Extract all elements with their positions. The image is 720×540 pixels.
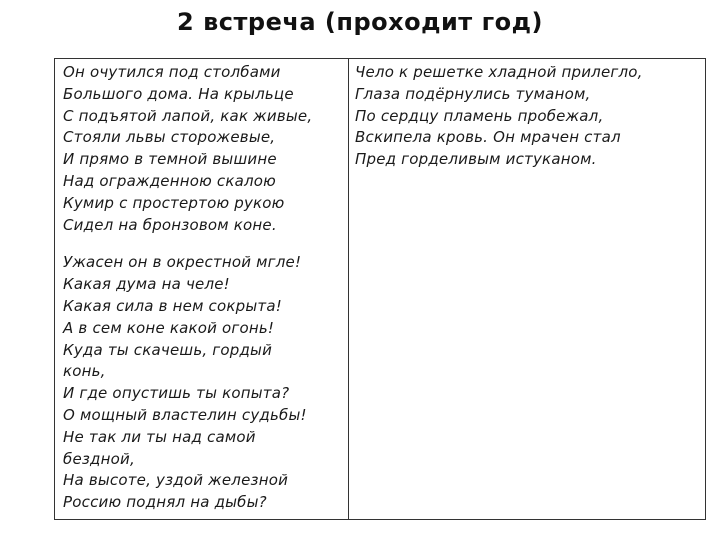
poem-line: О мощный властелин судьбы! <box>63 405 307 424</box>
poem-line: Большого дома. На крыльце <box>63 84 294 103</box>
poem-line: С подъятой лапой, как живые, <box>63 106 313 125</box>
poem-line: Стояли львы сторожевые, <box>63 128 276 147</box>
page-title: 2 встреча (проходит год) <box>177 8 543 36</box>
left-column <box>55 59 349 519</box>
poem-line: Сидел на бронзовом коне. <box>63 215 277 234</box>
poem-line: Чело к решетке хладной прилегло, <box>355 63 643 81</box>
poem-line: На высоте, уздой железной <box>63 471 289 490</box>
poem-line: И где опустишь ты копыта? <box>63 384 290 403</box>
left-stanza-1 <box>63 62 348 236</box>
right-stanza-1 <box>355 62 705 171</box>
poem-line: Ужасен он в окрестной мгле! <box>63 253 302 272</box>
poem-line: Пред горделивым истуканом. <box>355 150 597 169</box>
poem-line: Глаза подёрнулись туманом, <box>355 84 591 103</box>
poem-line: бездной, <box>63 449 135 468</box>
poem-line: Кумир с простертою рукою <box>63 193 285 212</box>
poem-line: По сердцу пламень пробежал, <box>355 106 604 125</box>
poem-line: Россию поднял на дыбы? <box>63 493 267 512</box>
poem-line: Над огражденною скалою <box>63 171 276 190</box>
poem-line: А в сем коне какой огонь! <box>63 318 275 337</box>
poem-line: Не так ли ты над самой <box>63 427 256 446</box>
poem-table <box>54 58 706 520</box>
poem-line: конь, <box>63 362 106 381</box>
poem-line: Он очутился под столбами <box>63 63 281 81</box>
left-stanza-2 <box>63 252 348 514</box>
poem-line: Вскипела кровь. Он мрачен стал <box>355 128 621 147</box>
poem-line: И прямо в темной вышине <box>63 150 277 169</box>
right-column <box>349 59 705 519</box>
poem-line: Куда ты скачешь, гордый <box>63 340 273 359</box>
poem-line: Какая сила в нем сокрыта! <box>63 296 282 315</box>
poem-line: Какая дума на челе! <box>63 275 230 294</box>
